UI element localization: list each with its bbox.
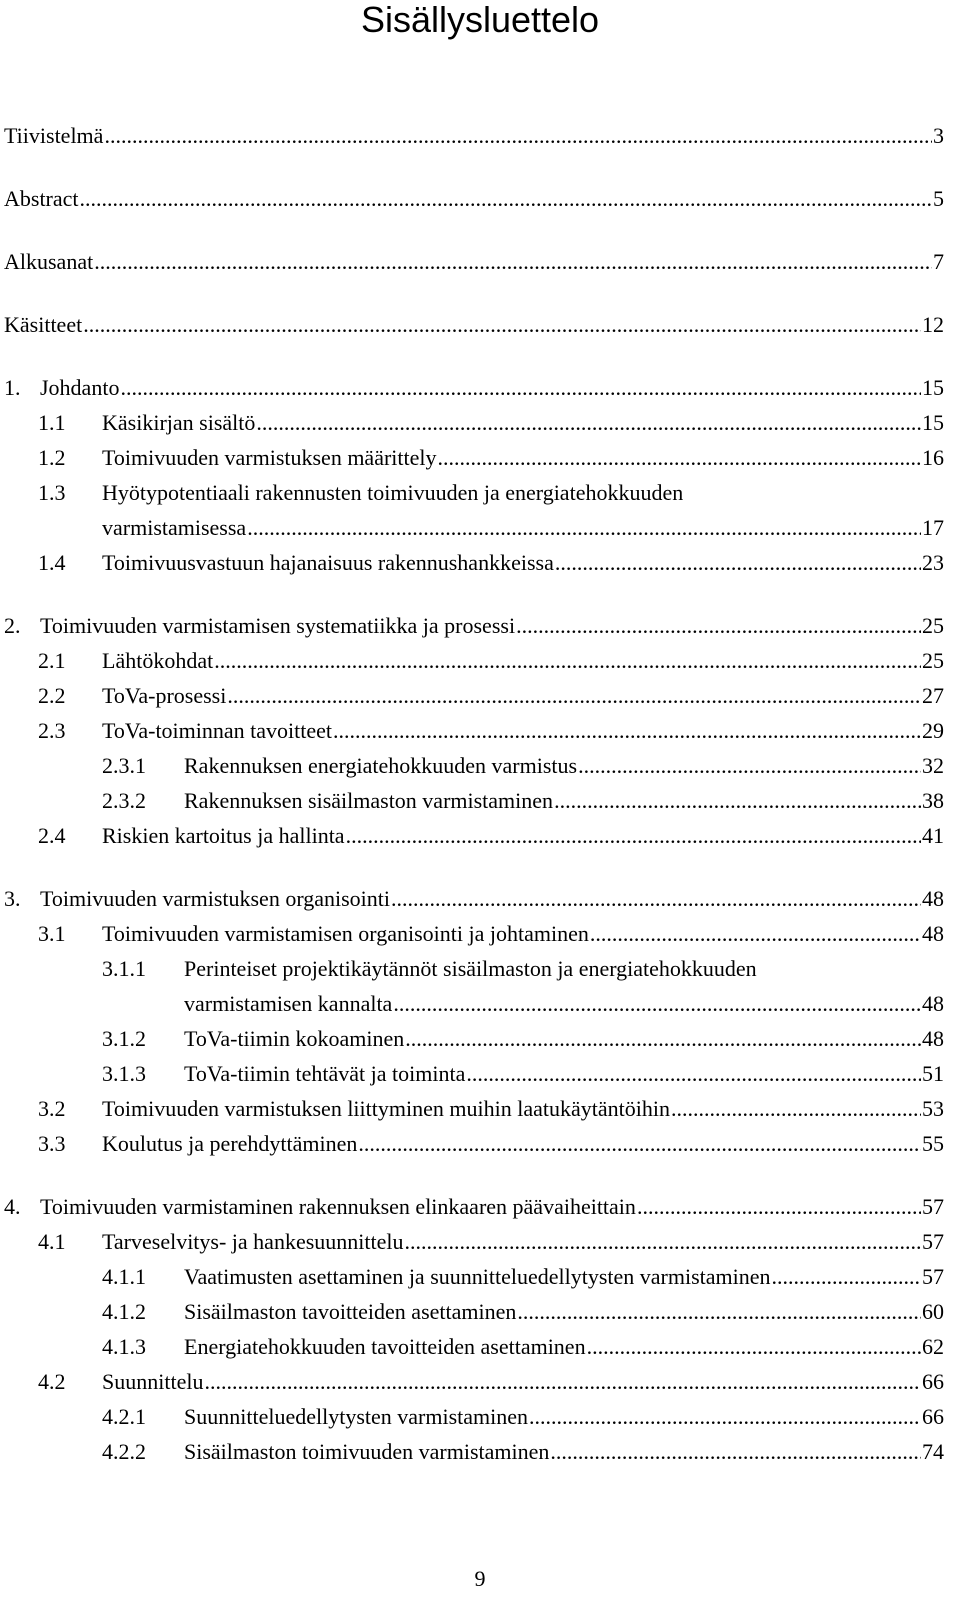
toc-entry[interactable] — [102, 1438, 944, 1466]
toc-entry-page: 15 — [922, 410, 944, 435]
toc-entry-number: 2.1 — [38, 648, 66, 673]
toc-entry-title: Rakennuksen sisäilmaston varmistaminen — [184, 788, 554, 813]
toc-entry-title: Perinteiset projektikäytännöt sisäilmaston ja energiatehokkuuden — [184, 956, 757, 981]
toc-entry[interactable] — [102, 514, 944, 542]
toc-entry-page: 74 — [922, 1439, 944, 1464]
toc-entry-title: Hyötypotentiaali rakennusten toimivuuden ja energiatehokkuuden — [102, 480, 684, 505]
toc-entry-number: 1.1 — [38, 410, 66, 435]
toc-entry-number: 4.2 — [38, 1369, 66, 1394]
toc-entry[interactable] — [102, 1025, 944, 1053]
toc-entry-number: 1.3 — [38, 480, 66, 505]
toc-dot-leader — [550, 1438, 921, 1466]
toc-entry[interactable] — [4, 311, 944, 339]
toc-entry-number: 2.3 — [38, 718, 66, 743]
toc-entry-page: 41 — [922, 823, 944, 848]
toc-entry-title: Sisäilmaston toimivuuden varmistaminen — [184, 1439, 550, 1464]
toc-entry-number: 4.2.1 — [102, 1404, 146, 1429]
toc-entry-page: 17 — [922, 515, 944, 540]
toc-dot-leader — [104, 122, 932, 150]
toc-dot-leader — [590, 920, 921, 948]
toc-entry-title: Koulutus ja perehdyttäminen — [102, 1131, 358, 1156]
toc-entry-page: 15 — [922, 375, 944, 400]
toc-entry-page: 48 — [922, 991, 944, 1016]
toc-entry-page: 16 — [922, 445, 944, 470]
toc-dot-leader — [94, 248, 932, 276]
toc-entry-page: 66 — [922, 1404, 944, 1429]
toc-entry-title: ToVa-tiimin tehtävät ja toiminta — [184, 1061, 466, 1086]
page-title: Sisällysluettelo — [360, 0, 600, 40]
toc-entry-page: 3 — [933, 123, 944, 148]
toc-entry[interactable] — [4, 612, 944, 640]
toc-entry[interactable] — [38, 479, 944, 507]
toc-entry[interactable] — [38, 647, 944, 675]
toc-entry-number: 2. — [4, 613, 21, 638]
toc-dot-leader — [772, 1263, 921, 1291]
toc-dot-leader — [529, 1403, 921, 1431]
toc-dot-leader — [80, 185, 932, 213]
toc-entry-title: Toimivuuden varmistuksen liittyminen muihin laatukäytäntöihin — [102, 1096, 670, 1121]
toc-entry-page: 51 — [922, 1061, 944, 1086]
toc-entry[interactable] — [102, 955, 944, 983]
toc-dot-leader — [438, 444, 921, 472]
toc-entry-page: 5 — [933, 186, 944, 211]
toc-dot-leader — [555, 549, 921, 577]
toc-entry[interactable] — [102, 752, 944, 780]
toc-entry[interactable] — [38, 1228, 944, 1256]
toc-entry[interactable] — [102, 1298, 944, 1326]
toc-entry-title: Toimivuusvastuun hajanaisuus rakennushankkeissa — [102, 550, 554, 575]
toc-dot-leader — [587, 1333, 921, 1361]
toc-entry[interactable] — [38, 717, 944, 745]
toc-entry-number: 4.1.2 — [102, 1299, 146, 1324]
toc-dot-leader — [391, 885, 921, 913]
toc-entry-page: 23 — [922, 550, 944, 575]
toc-entry-number: 3. — [4, 886, 21, 911]
toc-dot-leader — [346, 822, 921, 850]
toc-entry-page: 7 — [933, 249, 944, 274]
toc-entry-title: Johdanto — [40, 375, 120, 400]
toc-dot-leader — [358, 1130, 921, 1158]
toc-dot-leader — [214, 647, 921, 675]
toc-entry-title: Lähtökohdat — [102, 648, 214, 673]
toc-entry-number: 2.2 — [38, 683, 66, 708]
toc-entry[interactable] — [4, 248, 944, 276]
toc-entry[interactable] — [102, 1333, 944, 1361]
toc-entry-number: 1.4 — [38, 550, 66, 575]
toc-dot-leader — [256, 409, 921, 437]
toc-entry[interactable] — [102, 1263, 944, 1291]
toc-entry-page: 66 — [922, 1369, 944, 1394]
toc-dot-leader — [393, 990, 921, 1018]
toc-dot-leader — [83, 311, 921, 339]
toc-entry-title: Toimivuuden varmistaminen rakennuksen elinkaaren päävaiheittain — [40, 1194, 636, 1219]
toc-dot-leader — [247, 514, 921, 542]
toc-entry-page: 32 — [922, 753, 944, 778]
toc-entry-title: Käsitteet — [4, 312, 83, 337]
toc-entry-page: 29 — [922, 718, 944, 743]
toc-entry[interactable] — [184, 990, 944, 1018]
toc-entry-title: Vaatimusten asettaminen ja suunnitteluedellytysten varmistaminen — [184, 1264, 771, 1289]
toc-entry-title: ToVa-prosessi — [102, 683, 227, 708]
toc-dot-leader — [120, 374, 921, 402]
toc-entry-page: 48 — [922, 886, 944, 911]
toc-entry-number: 2.4 — [38, 823, 66, 848]
toc-dot-leader — [333, 717, 921, 745]
toc-entry-title: Suunnitteluedellytysten varmistaminen — [184, 1404, 528, 1429]
toc-entry[interactable] — [38, 549, 944, 577]
toc-entry[interactable] — [38, 444, 944, 472]
toc-entry-title: Abstract — [4, 186, 79, 211]
toc-entry-title: Toimivuuden varmistuksen määrittely — [102, 445, 437, 470]
toc-entry-number: 4.2.2 — [102, 1439, 146, 1464]
toc-entry-page: 60 — [922, 1299, 944, 1324]
toc-entry[interactable] — [38, 1095, 944, 1123]
toc-entry-title: Toimivuuden varmistuksen organisointi — [40, 886, 391, 911]
toc-dot-leader — [671, 1095, 921, 1123]
page-number: 9 — [474, 1566, 486, 1591]
toc-entry-title: Toimivuuden varmistamisen organisointi ja johtaminen — [102, 921, 589, 946]
toc-entry-title: Tarveselvitys- ja hankesuunnittelu — [102, 1229, 404, 1254]
toc-entry-page: 57 — [922, 1194, 944, 1219]
toc-dot-leader — [204, 1368, 921, 1396]
toc-entry-title: Suunnittelu — [102, 1369, 204, 1394]
toc-entry-number: 3.1.1 — [102, 956, 146, 981]
toc-entry-page: 25 — [922, 613, 944, 638]
toc-entry-number: 1. — [4, 375, 21, 400]
toc-entry-number: 3.1 — [38, 921, 66, 946]
toc-entry[interactable] — [102, 1403, 944, 1431]
toc-entry-page: 27 — [922, 683, 944, 708]
toc-entry-title: varmistamisessa — [102, 515, 247, 540]
toc-entry-number: 2.3.1 — [102, 753, 146, 778]
toc-entry[interactable] — [38, 1368, 944, 1396]
toc-dot-leader — [516, 612, 921, 640]
toc-entry-page: 57 — [922, 1264, 944, 1289]
toc-entry-number: 1.2 — [38, 445, 66, 470]
toc-dot-leader — [517, 1298, 921, 1326]
toc-entry[interactable] — [4, 122, 944, 150]
toc-entry-title: ToVa-tiimin kokoaminen — [184, 1026, 405, 1051]
toc-entry[interactable] — [38, 409, 944, 437]
toc-entry-title: Alkusanat — [4, 249, 94, 274]
toc-entry-number: 4.1 — [38, 1229, 66, 1254]
toc-entry[interactable] — [38, 1130, 944, 1158]
toc-entry-number: 3.1.3 — [102, 1061, 146, 1086]
toc-entry-number: 4. — [4, 1194, 21, 1219]
toc-entry[interactable] — [102, 1060, 944, 1088]
toc-entry-number: 3.2 — [38, 1096, 66, 1121]
toc-dot-leader — [405, 1228, 922, 1256]
toc-entry-title: varmistamisen kannalta — [184, 991, 393, 1016]
toc-entry-page: 12 — [922, 312, 944, 337]
toc-entry[interactable] — [4, 1193, 944, 1221]
toc-entry-number: 2.3.2 — [102, 788, 146, 813]
toc-dot-leader — [227, 682, 921, 710]
toc-entry-page: 62 — [922, 1334, 944, 1359]
toc-entry-title: Toimivuuden varmistamisen systematiikka ja prosessi — [40, 613, 516, 638]
toc-entry-title: Tiivistelmä — [4, 123, 104, 148]
toc-dot-leader — [637, 1193, 921, 1221]
toc-entry-number: 3.1.2 — [102, 1026, 146, 1051]
toc-entry-page: 25 — [922, 648, 944, 673]
toc-dot-leader — [578, 752, 921, 780]
toc-entry-title: Käsikirjan sisältö — [102, 410, 256, 435]
toc-entry[interactable] — [102, 787, 944, 815]
toc-entry[interactable] — [4, 885, 944, 913]
toc-dot-leader — [466, 1060, 921, 1088]
toc-entry-page: 48 — [922, 921, 944, 946]
toc-dot-leader — [405, 1025, 921, 1053]
toc-entry-title: Sisäilmaston tavoitteiden asettaminen — [184, 1299, 517, 1324]
toc-entry-page: 57 — [922, 1229, 944, 1254]
toc-entry-number: 4.1.1 — [102, 1264, 146, 1289]
toc-entry[interactable] — [38, 920, 944, 948]
toc-entry-number: 4.1.3 — [102, 1334, 146, 1359]
toc-entry-page: 48 — [922, 1026, 944, 1051]
toc-entry-number: 3.3 — [38, 1131, 66, 1156]
toc-entry[interactable] — [4, 374, 944, 402]
toc-entry[interactable] — [38, 822, 944, 850]
toc-entry-title: ToVa-toiminnan tavoitteet — [102, 718, 333, 743]
toc-entry-title: Energiatehokkuuden tavoitteiden asettaminen — [184, 1334, 586, 1359]
toc-dot-leader — [554, 787, 921, 815]
toc-entry-title: Riskien kartoitus ja hallinta — [102, 823, 345, 848]
toc-entry-page: 53 — [922, 1096, 944, 1121]
toc-entry-title: Rakennuksen energiatehokkuuden varmistus — [184, 753, 578, 778]
toc-entry[interactable] — [4, 185, 944, 213]
toc-entry-page: 38 — [922, 788, 944, 813]
toc-entry[interactable] — [38, 682, 944, 710]
toc-entry-page: 55 — [922, 1131, 944, 1156]
